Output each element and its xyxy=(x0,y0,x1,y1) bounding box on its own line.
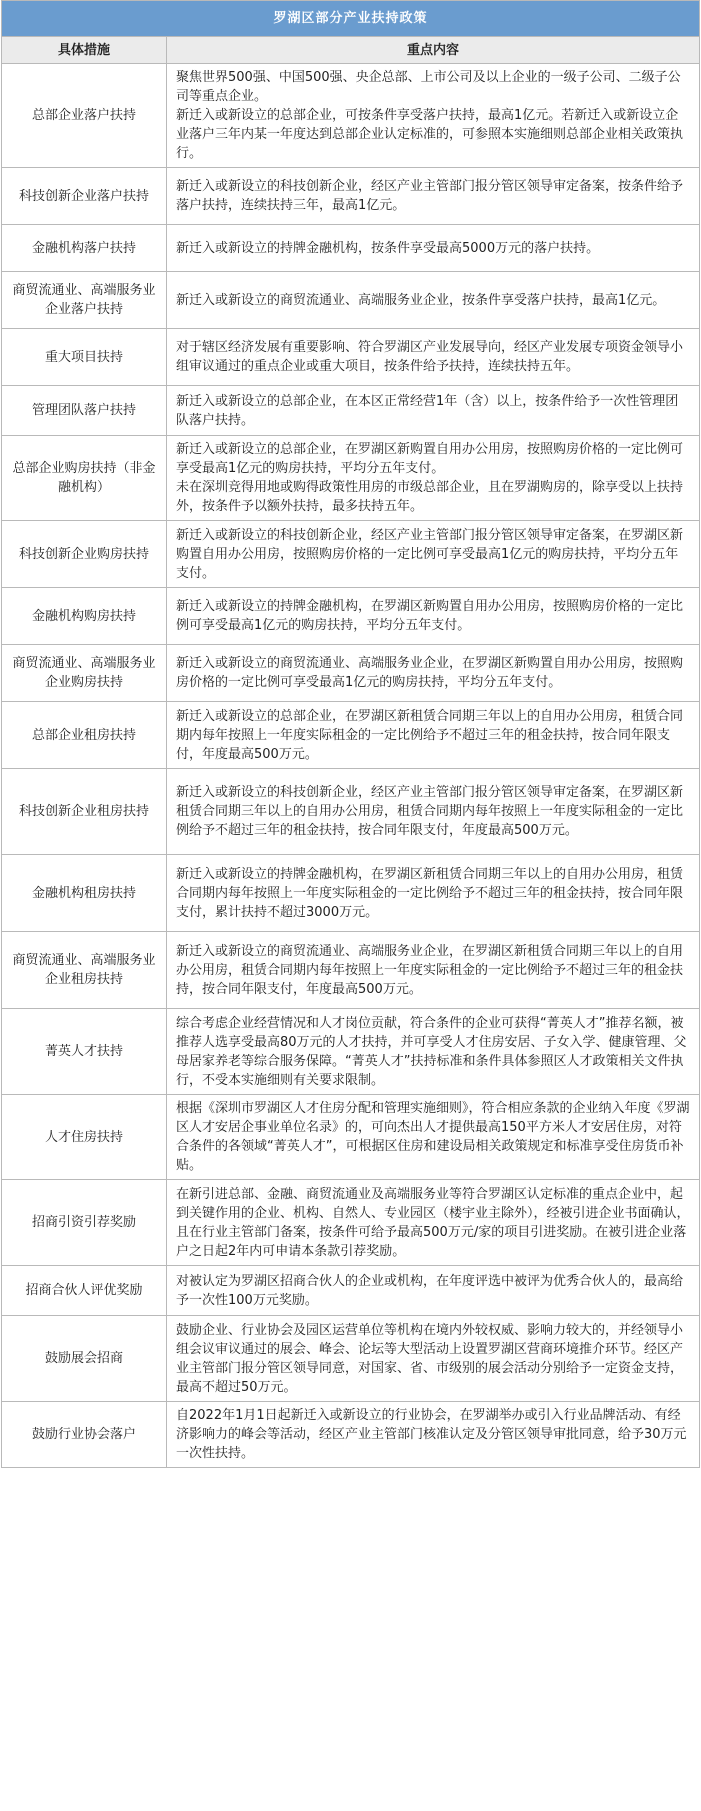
content-paragraph: 综合考虑企业经营情况和人才岗位贡献，符合条件的企业可获得“菁英人才”推荐名额，被推荐人选享受最高80万元的人才扶持，并可享受人才住房安居、子女入学、健康管理、父母居家养老等综合服务保障。“菁英人才”扶持标准和条件具体参照区人才政策相关文件执行，不受本实施细则有关要求限制。 xyxy=(176,1015,687,1088)
measure-cell: 商贸流通业、高端服务业企业租房扶持 xyxy=(2,932,167,1009)
column-header-content: 重点内容 xyxy=(167,37,700,64)
table-row xyxy=(2,1266,700,1316)
content-paragraph: 在新引进总部、金融、商贸流通业及高端服务业等符合罗湖区认定标准的重点企业中，起到关键作用的企业、机构、自然人、专业园区（楼宇业主除外），经被引进企业书面确认，且在行业主管部门备案，按条件可给予最高500万元/家的项目引进奖励。在被引进企业落户之日起2年内可申请本条款引荐奖励。 xyxy=(176,1186,690,1259)
column-header-measure: 具体措施 xyxy=(2,37,167,64)
policy-rows xyxy=(2,64,700,1468)
content-cell xyxy=(167,1316,700,1402)
content-paragraph: 自2022年1月1日起新迁入或新设立的行业协会，在罗湖举办或引入行业品牌活动、有经济影响力的峰会等活动，经区产业主管部门核准认定及分管区领导审批同意，给予30万元一次性扶持。 xyxy=(176,1408,687,1461)
measure-cell: 鼓励行业协会落户 xyxy=(2,1402,167,1468)
measure-cell: 人才住房扶持 xyxy=(2,1095,167,1180)
content-paragraph: 鼓励企业、行业协会及园区运营单位等机构在境内外较权威、影响力较大的，并经领导小组会议审议通过的展会、峰会、论坛等大型活动上设置罗湖区营商环境推介环节。经区产业主管部门报分管区领导同意，对国家、省、市级别的展会活动分别给予一定资金支持，最高不超过50万元。 xyxy=(176,1322,684,1395)
table-row xyxy=(2,702,700,769)
table-row xyxy=(2,329,700,386)
table-row xyxy=(2,168,700,225)
content-paragraph: 对被认定为罗湖区招商合伙人的企业或机构，在年度评选中被评为优秀合伙人的，最高给予一次性100万元奖励。 xyxy=(176,1273,684,1308)
content-cell xyxy=(167,64,700,168)
measure-cell: 科技创新企业租房扶持 xyxy=(2,769,167,855)
content-paragraph: 对于辖区经济发展有重要影响、符合罗湖区产业发展导向，经区产业发展专项资金领导小组审议通过的重点企业或重大项目，按条件给予扶持，连续扶持五年。 xyxy=(176,340,684,374)
table-row xyxy=(2,1402,700,1468)
content-cell xyxy=(167,702,700,769)
content-cell xyxy=(167,225,700,272)
table-row xyxy=(2,1316,700,1402)
content-cell xyxy=(167,329,700,386)
content-cell xyxy=(167,168,700,225)
content-cell xyxy=(167,272,700,329)
table-row xyxy=(2,1009,700,1095)
content-paragraph: 新迁入或新设立的持牌金融机构，按条件享受最高5000万元的落户扶持。 xyxy=(176,240,600,256)
measure-cell: 金融机构购房扶持 xyxy=(2,588,167,645)
content-paragraph: 新迁入或新设立的科技创新企业，经区产业主管部门报分管区领导审定备案，在罗湖区新购置自用办公用房，按照购房价格的一定比例可享受最高1亿元的购房扶持，平均分五年支付。 xyxy=(176,527,684,581)
measure-cell: 商贸流通业、高端服务业企业落户扶持 xyxy=(2,272,167,329)
measure-cell: 鼓励展会招商 xyxy=(2,1316,167,1402)
content-paragraph: 根据《深圳市罗湖区人才住房分配和管理实施细则》，符合相应条款的企业纳入年度《罗湖区人才安居企事业单位名录》的，可向杰出人才提供最高150平方米人才安居住房，对符合条件的各领域“菁英人才”，可根据区住房和建设局相关政策规定和标准享受住房货币补贴。 xyxy=(176,1101,690,1173)
table-row xyxy=(2,436,700,521)
table-row xyxy=(2,588,700,645)
content-cell xyxy=(167,1266,700,1316)
measure-cell: 科技创新企业购房扶持 xyxy=(2,521,167,588)
title-row xyxy=(2,1,700,37)
measure-cell: 金融机构落户扶持 xyxy=(2,225,167,272)
table-row xyxy=(2,855,700,932)
content-paragraph: 新迁入或新设立的商贸流通业、高端服务业企业，按条件享受落户扶持，最高1亿元。 xyxy=(176,292,666,308)
policy-table xyxy=(1,0,700,1468)
content-cell xyxy=(167,386,700,436)
content-cell xyxy=(167,1402,700,1468)
content-paragraph: 新迁入或新设立的商贸流通业、高端服务业企业，在罗湖区新租赁合同期三年以上的自用办公用房，租赁合同期内每年按照上一年度实际租金的一定比例给予不超过三年的租金扶持，按合同年限支付，年度最高500万元。 xyxy=(176,943,684,997)
content-cell xyxy=(167,521,700,588)
table-row xyxy=(2,386,700,436)
content-paragraph: 新迁入或新设立的总部企业，在罗湖区新租赁合同期三年以上的自用办公用房，租赁合同期内每年按照上一年度实际租金的一定比例给予不超过三年的租金扶持，按合同年限支付，年度最高500万元。 xyxy=(176,708,684,762)
table-row xyxy=(2,225,700,272)
content-cell xyxy=(167,1180,700,1266)
measure-cell: 菁英人才扶持 xyxy=(2,1009,167,1095)
measure-cell: 科技创新企业落户扶持 xyxy=(2,168,167,225)
measure-cell: 总部企业租房扶持 xyxy=(2,702,167,769)
measure-cell: 招商合伙人评优奖励 xyxy=(2,1266,167,1316)
content-cell xyxy=(167,932,700,1009)
content-cell xyxy=(167,1095,700,1180)
table-row xyxy=(2,272,700,329)
measure-cell: 管理团队落户扶持 xyxy=(2,386,167,436)
content-paragraph: 新迁入或新设立的科技创新企业，经区产业主管部门报分管区领导审定备案，在罗湖区新租赁合同期三年以上的自用办公用房，租赁合同期内每年按照上一年度实际租金的一定比例给予不超过三年的租金扶持，按合同年限支付，年度最高500万元。 xyxy=(176,785,684,838)
table-title: 罗湖区部分产业扶持政策 xyxy=(2,1,700,37)
measure-cell: 招商引资引荐奖励 xyxy=(2,1180,167,1266)
content-cell xyxy=(167,588,700,645)
measure-cell: 总部企业购房扶持（非金融机构） xyxy=(2,436,167,521)
header-row xyxy=(2,37,700,64)
table-row xyxy=(2,932,700,1009)
content-paragraph: 新迁入或新设立的商贸流通业、高端服务业企业，在罗湖区新购置自用办公用房，按照购房价格的一定比例可享受最高1亿元的购房扶持，平均分五年支付。 xyxy=(176,656,684,690)
table-row xyxy=(2,64,700,168)
table-row xyxy=(2,521,700,588)
content-paragraph: 新迁入或新设立的总部企业，在罗湖区新购置自用办公用房，按照购房价格的一定比例可享受最高1亿元的购房扶持，平均分五年支付。 xyxy=(176,442,684,476)
measure-cell: 重大项目扶持 xyxy=(2,329,167,386)
measure-cell: 商贸流通业、高端服务业企业购房扶持 xyxy=(2,645,167,702)
content-paragraph: 新迁入或新设立的总部企业，可按条件享受落户扶持，最高1亿元。若新迁入或新设立企业落户三年内某一年度达到总部企业认定标准的，可参照本实施细则总部企业相关政策执行。 xyxy=(176,108,684,161)
table-row xyxy=(2,1180,700,1266)
content-paragraph: 新迁入或新设立的科技创新企业，经区产业主管部门报分管区领导审定备案，按条件给予落户扶持，连续扶持三年，最高1亿元。 xyxy=(176,179,684,213)
content-paragraph: 新迁入或新设立的持牌金融机构，在罗湖区新租赁合同期三年以上的自用办公用房，租赁合同期内每年按照上一年度实际租金的一定比例给予不超过三年的租金扶持，按合同年限支付，累计扶持不超过3000万元。 xyxy=(176,866,684,920)
content-cell xyxy=(167,769,700,855)
content-paragraph: 未在深圳竞得用地或购得政策性用房的市级总部企业，且在罗湖购房的，除享受以上扶持外，按条件予以额外扶持，最多扶持五年。 xyxy=(176,480,684,514)
measure-cell: 总部企业落户扶持 xyxy=(2,64,167,168)
content-cell xyxy=(167,645,700,702)
content-paragraph: 新迁入或新设立的总部企业，在本区正常经营1年（含）以上，按条件给予一次性管理团队落户扶持。 xyxy=(176,393,679,428)
content-cell xyxy=(167,855,700,932)
table-row xyxy=(2,769,700,855)
content-cell xyxy=(167,1009,700,1095)
content-paragraph: 新迁入或新设立的持牌金融机构，在罗湖区新购置自用办公用房，按照购房价格的一定比例可享受最高1亿元的购房扶持，平均分五年支付。 xyxy=(176,599,684,633)
content-cell xyxy=(167,436,700,521)
measure-cell: 金融机构租房扶持 xyxy=(2,855,167,932)
content-paragraph: 聚焦世界500强、中国500强、央企总部、上市公司及以上企业的一级子公司、二级子公司等重点企业。 xyxy=(176,70,681,104)
table-row xyxy=(2,1095,700,1180)
table-row xyxy=(2,645,700,702)
